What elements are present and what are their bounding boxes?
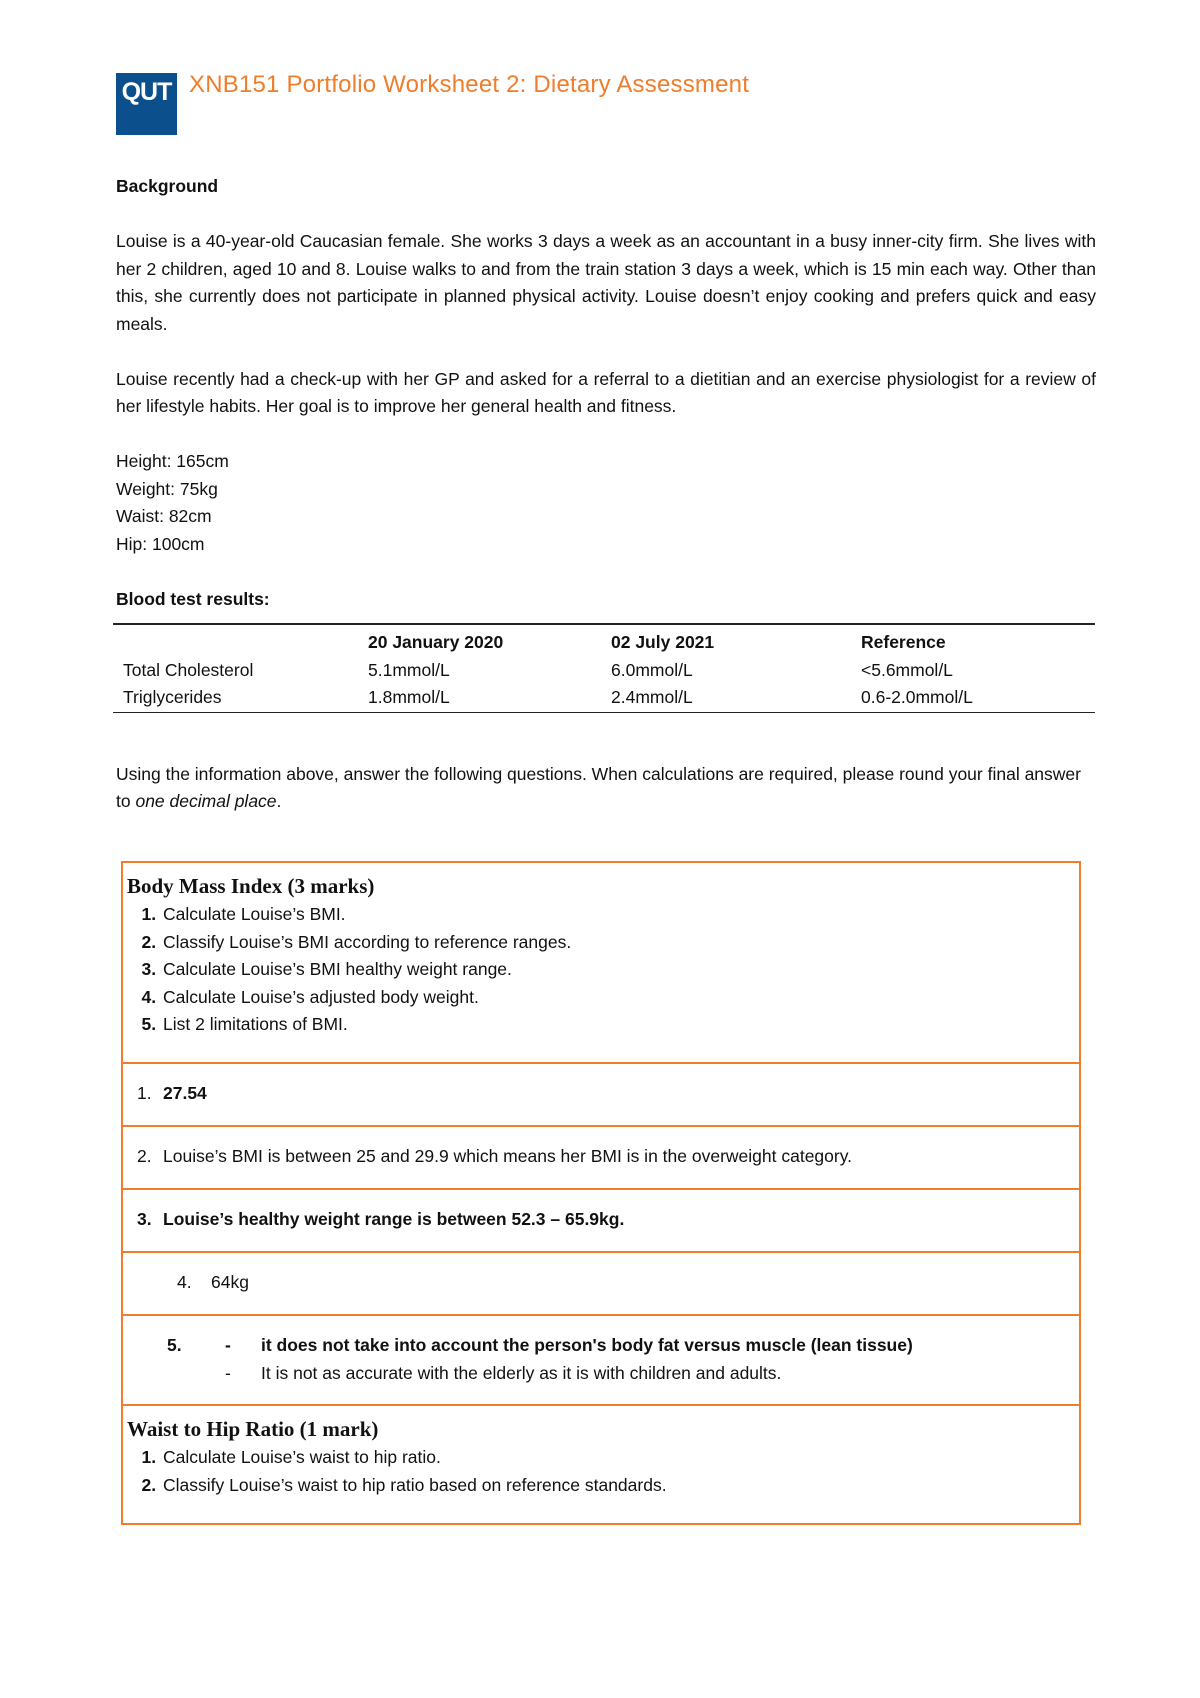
document-title: XNB151 Portfolio Worksheet 2: Dietary Assessment xyxy=(189,71,750,99)
table-cell: 6.0mmol/L xyxy=(611,659,693,680)
answer-1 xyxy=(127,1080,1075,1108)
answer-1-row xyxy=(123,1064,1079,1127)
list-item: 4. Calculate Louise’s adjusted body weight. xyxy=(161,984,1075,1012)
table-header-cell: 02 July 2021 xyxy=(611,632,715,652)
table-cell: 5.1mmol/L xyxy=(368,659,450,680)
answer-text: it does not take into account the person's body fat versus muscle (lean tissue) xyxy=(261,1335,913,1355)
instructions-emphasis: one decimal place xyxy=(135,791,277,811)
list-item: 2. Classify Louise’s waist to hip ratio based on reference standards. xyxy=(161,1472,1075,1500)
answer-number: 1. xyxy=(137,1083,152,1103)
answer-5-row xyxy=(123,1316,1079,1406)
body-measurements xyxy=(116,448,1096,558)
table-header-cell xyxy=(113,624,358,657)
height-measure: Height: 165cm xyxy=(116,451,229,471)
document-header xyxy=(116,73,749,135)
list-item: 1. Calculate Louise’s waist to hip ratio. xyxy=(161,1444,1075,1472)
dash-bullet: - xyxy=(225,1362,231,1383)
answer-4-row xyxy=(123,1253,1079,1316)
whr-section-title: Waist to Hip Ratio (1 mark) xyxy=(127,1417,379,1441)
list-item: 2. Classify Louise’s BMI according to reference ranges. xyxy=(161,929,1075,957)
list-item xyxy=(225,1332,913,1360)
bmi-questions-section xyxy=(123,863,1079,1064)
answer-number: 2. xyxy=(137,1146,152,1166)
hip-measure: Hip: 100cm xyxy=(116,533,205,554)
table-cell: <5.6mmol/L xyxy=(861,659,953,680)
bmi-question-list xyxy=(127,901,1075,1039)
table-header-cell: 20 January 2020 xyxy=(368,632,504,652)
answer-5 xyxy=(127,1332,1075,1387)
answer-text: 27.54 xyxy=(163,1083,207,1103)
table-header-row xyxy=(113,624,1095,657)
blood-test-heading: Blood test results: xyxy=(116,588,270,609)
answer-number: 5. xyxy=(167,1335,182,1355)
answer-text: It is not as accurate with the elderly as it is with children and adults. xyxy=(261,1362,782,1383)
list-item: 1. Calculate Louise’s BMI. xyxy=(161,901,1075,929)
answer-text: 64kg xyxy=(211,1272,249,1292)
table-header-cell: Reference xyxy=(861,632,946,652)
instructions-text-end: . xyxy=(276,791,282,811)
answer-text: Louise’s BMI is between 25 and 29.9 which means her BMI is in the overweight category. xyxy=(163,1146,853,1166)
instructions-text: Using the information above, answer the following questions. When calculations are required, please round your final answer to xyxy=(116,763,1081,811)
answer-text: Louise’s healthy weight range is between 52.3 – 65.9kg. xyxy=(163,1209,625,1229)
table-cell: Triglycerides xyxy=(123,687,222,707)
instructions-paragraph xyxy=(116,761,1096,816)
table-cell: 2.4mmol/L xyxy=(611,687,693,707)
background-heading: Background xyxy=(116,176,219,196)
qut-logo xyxy=(116,73,177,135)
bmi-section-title: Body Mass Index (3 marks) xyxy=(127,874,375,898)
whr-questions-section xyxy=(123,1406,1079,1523)
table-row xyxy=(113,684,1095,712)
list-item: 5. List 2 limitations of BMI. xyxy=(161,1011,1075,1039)
main-content xyxy=(116,173,1096,816)
dash-bullet: - xyxy=(225,1335,231,1355)
answer-2-row xyxy=(123,1127,1079,1190)
answer-2 xyxy=(127,1143,1075,1171)
list-item: 3. Calculate Louise’s BMI healthy weight range. xyxy=(161,956,1075,984)
answer-number: 4. xyxy=(177,1272,192,1292)
waist-measure: Waist: 82cm xyxy=(116,506,212,526)
answer-number: 3. xyxy=(137,1209,152,1229)
table-cell: Total Cholesterol xyxy=(123,659,254,680)
blood-test-table xyxy=(113,623,1095,713)
answer-3 xyxy=(127,1206,1075,1234)
limitations-list xyxy=(225,1332,913,1387)
list-item xyxy=(225,1360,913,1388)
answer-4 xyxy=(127,1269,1075,1297)
logo-text: QUT xyxy=(121,78,172,106)
answer-3-row xyxy=(123,1190,1079,1253)
table-cell: 1.8mmol/L xyxy=(368,687,450,707)
weight-measure: Weight: 75kg xyxy=(116,478,218,499)
background-paragraph-1: Louise is a 40-year-old Caucasian female. She works 3 days a week as an accountant in a busy inner-city firm. She lives with her 2 children, aged 10 and 8. Louise walks to and from the train station 3 days a week, which is 15 min each way. Other than this, she currently does not participate in planned physical activity. Louise doesn’t enjoy cooking and prefers quick and easy meals. xyxy=(116,231,1096,334)
table-cell: 0.6-2.0mmol/L xyxy=(861,687,973,707)
table-row xyxy=(113,657,1095,685)
background-paragraph-2: Louise recently had a check-up with her GP and asked for a referral to a dietitian and an exercise physiologist for a review of her lifestyle habits. Her goal is to improve her general health and fitness. xyxy=(116,368,1096,416)
question-box xyxy=(121,861,1081,1525)
whr-question-list xyxy=(127,1444,1075,1499)
